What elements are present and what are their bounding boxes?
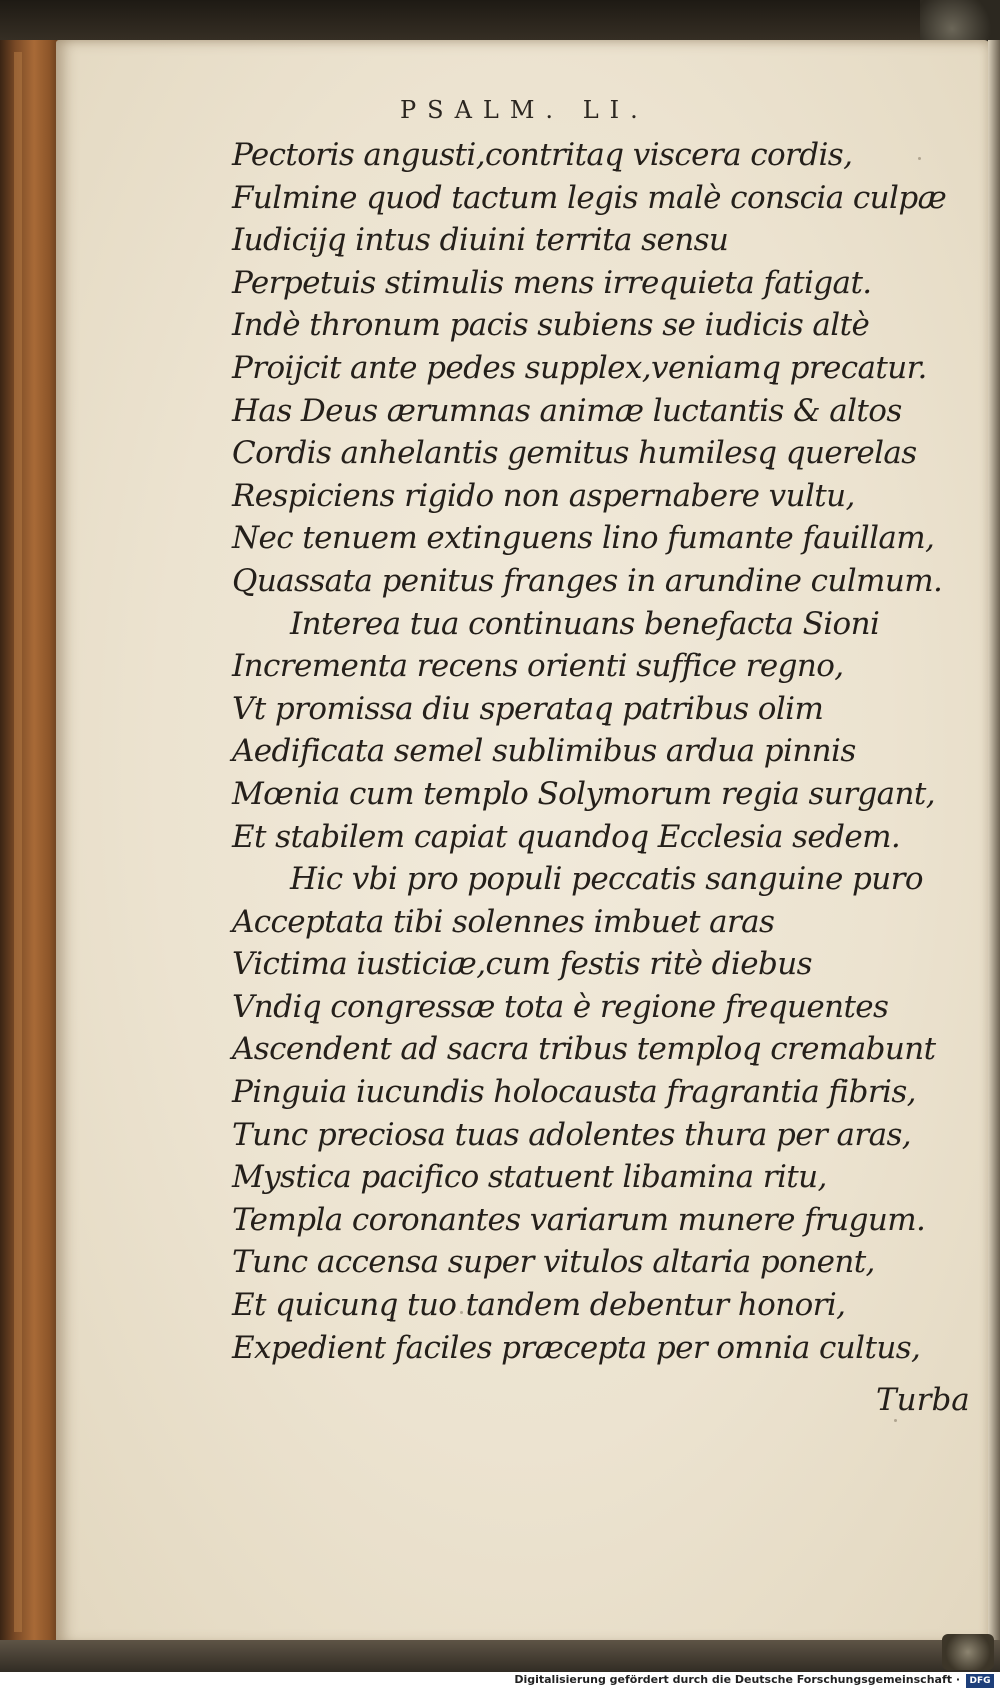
- ink-speck: [894, 1419, 897, 1422]
- verse-line: Pinguia iucundis holocausta fragrantia fibris,: [232, 1074, 916, 1111]
- verse-line: Cordis anhelantis gemitus humilesq̧ querelas: [232, 435, 917, 472]
- verse-line: Mœnia cum templo Solymorum regia surgant,: [232, 775, 936, 812]
- verse-line: Victima iusticiæ,cum festis ritè diebus: [232, 946, 812, 983]
- verse-line: Et stabilem capiat quandoq̧ Ecclesia sedem.: [232, 818, 901, 855]
- book-edge-highlight: [14, 52, 22, 1632]
- verse-line: Tunc preciosa tuas adolentes thura per aras,: [232, 1116, 912, 1153]
- verse-line: Proijcit ante pedes supplex,veniamq̧ precatur.: [232, 349, 927, 386]
- verse-line: Perpetuis stimulis mens irrequieta fatigat.: [232, 264, 872, 301]
- verse-line: Mystica pacifico statuent libamina ritu,: [232, 1159, 827, 1196]
- running-head: PSALM. LI.: [400, 96, 649, 124]
- verse-line: Has Deus ærumnas animæ luctantis & altos: [232, 392, 902, 429]
- verse-line: Respiciens rigido non aspernabere vultu,: [232, 477, 855, 514]
- catchword: Turba: [876, 1382, 970, 1418]
- verse-line: Templa coronantes variarum munere frugum.: [232, 1201, 926, 1238]
- scanner-background-bottom: [0, 1640, 1000, 1674]
- book-spine-edge: [0, 40, 62, 1640]
- verse-line: Vndiq̧ congressæ tota è regione frequentes: [232, 988, 889, 1025]
- verse-line: Ascendent ad sacra tribus temploq̧ cremabunt: [232, 1031, 936, 1068]
- verse-line: Aedificata semel sublimibus ardua pinnis: [232, 733, 856, 770]
- verse-line: Hic vbi pro populi peccatis sanguine puro: [290, 861, 923, 898]
- verse-line: Incrementa recens orienti suffice regno,: [232, 648, 844, 685]
- page-right-shadow: [988, 40, 1000, 1645]
- verse-line: Iudicijq̧ intus diuini territa sensu: [232, 222, 729, 259]
- corner-ornament-bottom: [942, 1634, 994, 1670]
- verse-line: Expedient faciles præcepta per omnia cultus,: [232, 1329, 921, 1366]
- verse-list: [232, 134, 946, 1369]
- verse-line: Fulmine quod tactum legis malè conscia culpæ: [232, 179, 947, 216]
- verse-line: Et quicunq̧ tuo tandem debentur honori,: [232, 1287, 846, 1324]
- verse-line: Interea tua continuans benefacta Sioni: [290, 605, 880, 642]
- verse-line: Nec tenuem extinguens lino fumante fauillam,: [232, 520, 935, 557]
- verse-line: Acceptata tibi solennes imbuet aras: [232, 903, 775, 940]
- verse-line: Quassata penitus franges in arundine culmum.: [232, 562, 943, 599]
- dfg-logo: DFG: [966, 1674, 994, 1688]
- verse-line: Pectoris angusti,contritaq̧ viscera cordis,: [232, 137, 853, 173]
- verse-line: Indè thronum pacis subiens se iudicis altè: [232, 307, 870, 344]
- verse-line: Vt promissa diu sperataq̧ patribus olim: [232, 690, 824, 727]
- funding-credit: Digitalisierung gefördert durch die Deutsche Forschungsgemeinschaft ·: [514, 1673, 960, 1686]
- verse-line: Tunc accensa super vitulos altaria ponent,: [232, 1244, 875, 1281]
